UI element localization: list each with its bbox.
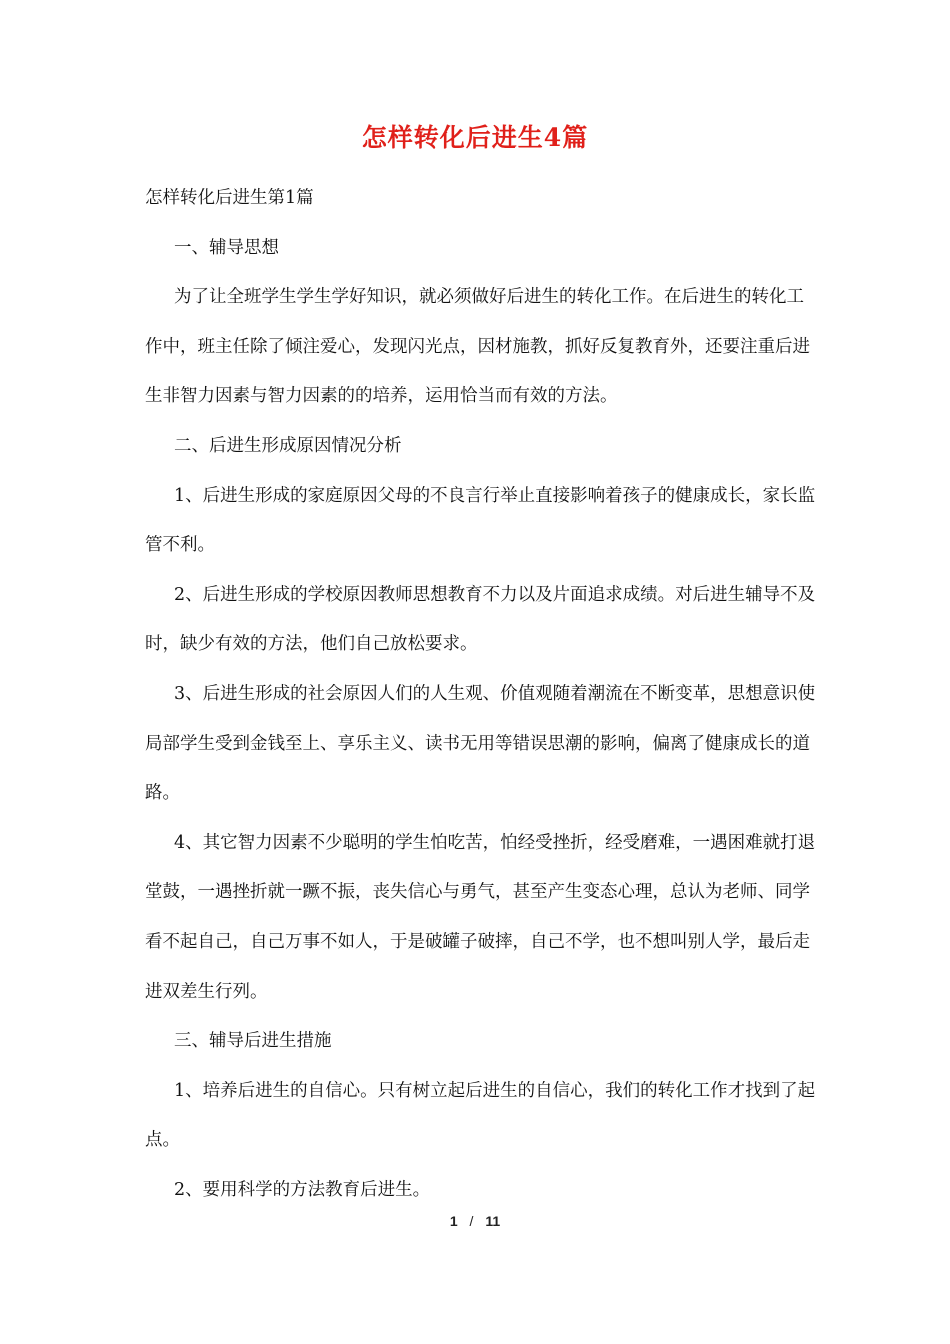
paragraph: 1、后进生形成的家庭原因父母的不良言行举止直接影响着孩子的健康成长，家长监管不利。 <box>145 485 816 556</box>
paragraph: 2、后进生形成的学校原因教师思想教育不力以及片面追求成绩。对后进生辅导不及时，缺少有效的方法，他们自己放松要求。 <box>145 584 816 655</box>
document-body <box>145 174 817 1215</box>
section-heading: 二、后进生形成原因情况分析 <box>174 435 402 456</box>
paragraph: 1、培养后进生的自信心。只有树立起后进生的自信心，我们的转化工作才找到了起点。 <box>145 1080 816 1151</box>
total-page-count: 11 <box>485 1213 501 1229</box>
section-heading: 一、辅导思想 <box>174 237 279 258</box>
paragraph: 为了让全班学生学生学好知识，就必须做好后进生的转化工作。在后进生的转化工作中，班主任除了倾注爱心，发现闪光点，因材施教，抓好反复教育外，还要注重后进生非智力因素与智力因素的的培养，运用恰当而有效的方法。 <box>145 287 810 407</box>
section-heading-part-1: 怎样转化后进生第1篇 <box>145 188 314 208</box>
page-number <box>0 1213 950 1229</box>
paragraph: 2、要用科学的方法教育后进生。 <box>174 1179 431 1200</box>
page-separator: / <box>469 1213 474 1229</box>
paragraph: 4、其它智力因素不少聪明的学生怕吃苦，怕经受挫折，经受磨难，一遇困难就打退堂鼓，一遇挫折就一蹶不振，丧失信心与勇气，甚至产生变态心理，总认为老师、同学看不起自己，自己万事不如人，于是破罐子破摔，自己不学，也不想叫别人学，最后走进双差生行列。 <box>145 832 816 1002</box>
current-page-number: 1 <box>449 1213 458 1229</box>
document-title: 怎样转化后进生4篇 <box>361 123 589 152</box>
paragraph: 3、后进生形成的社会原因人们的人生观、价值观随着潮流在不断变革，思想意识使局部学生受到金钱至上、享乐主义、读书无用等错误思潮的影响，偏离了健康成长的道路。 <box>145 683 816 804</box>
section-heading: 三、辅导后进生措施 <box>174 1031 332 1052</box>
